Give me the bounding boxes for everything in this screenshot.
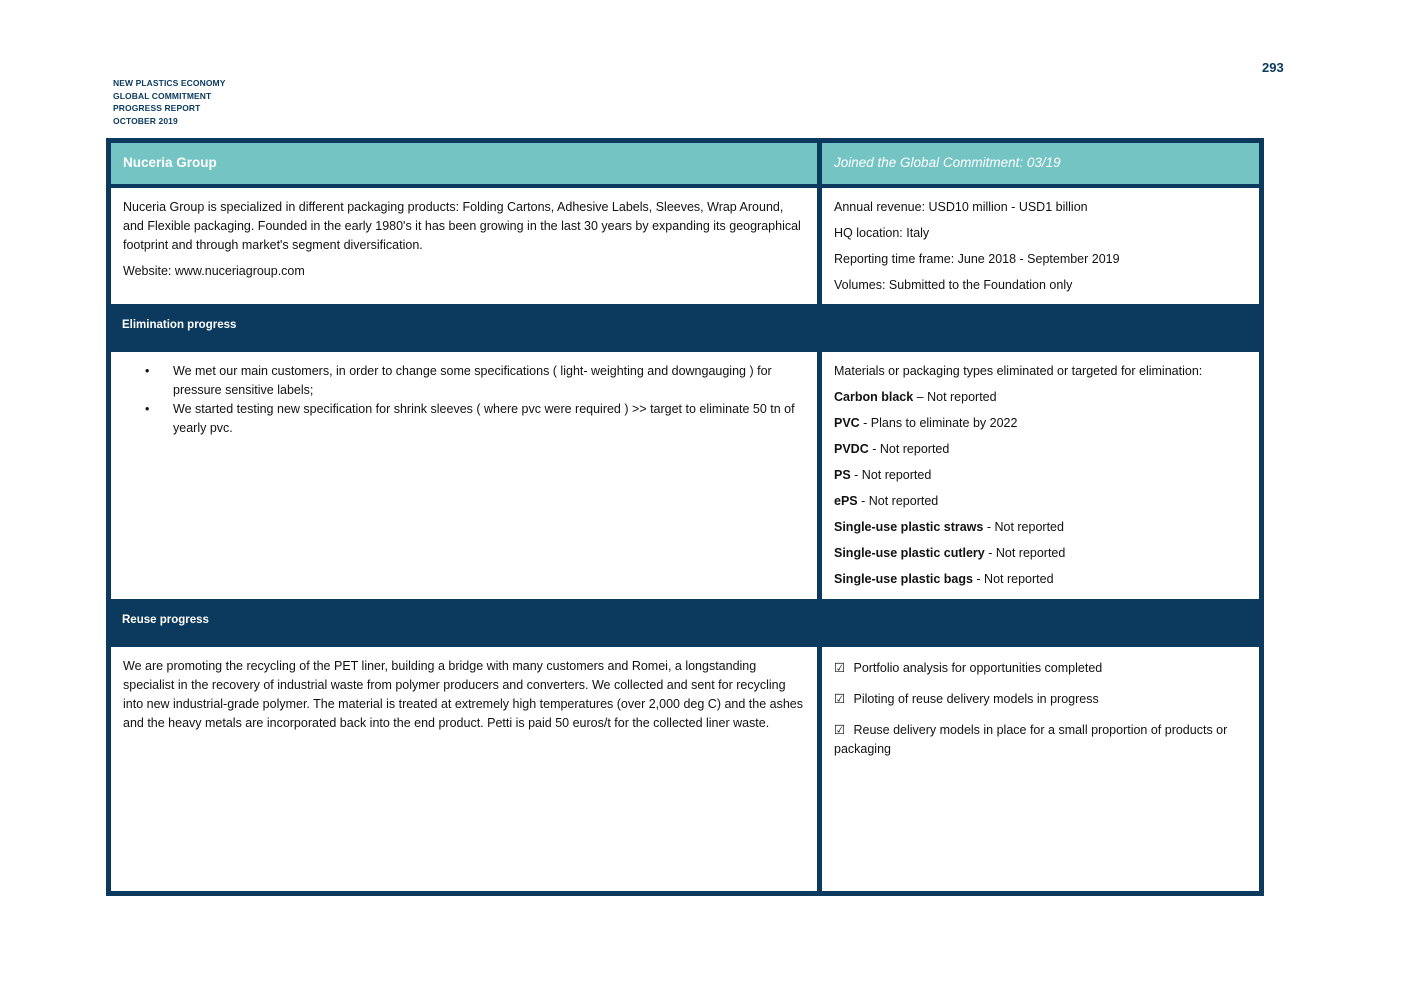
page-number: 293 [1262, 60, 1284, 75]
company-description-cell [111, 188, 817, 304]
bullet-text: We met our main customers, in order to change some specifications ( light- weighting and downgauging ) for pressure sensitive labels; [173, 364, 772, 397]
bullet-icon: • [145, 402, 150, 416]
elimination-actions-cell [111, 352, 817, 599]
report-header-line: NEW PLASTICS ECONOMY [113, 78, 226, 88]
checkbox-checked-icon: ☑ [834, 692, 846, 706]
list-item [145, 400, 805, 438]
material-name: Single-use plastic bags [834, 572, 973, 586]
material-name: Single-use plastic straws [834, 520, 984, 534]
material-item [834, 440, 1247, 459]
annual-revenue: Annual revenue: USD10 million - USD1 billion [834, 200, 1088, 214]
material-item [834, 544, 1247, 563]
bullet-text: We started testing new specification for shrink sleeves ( where pvc were required ) >> target to eliminate 50 tn of yearly pvc. [173, 402, 795, 435]
checkbox-checked-icon: ☑ [834, 723, 846, 737]
material-status: - Not reported [857, 494, 939, 508]
material-name: PVDC [834, 442, 869, 456]
company-website[interactable]: Website: www.nuceriagroup.com [123, 264, 305, 278]
joined-commitment-cell [822, 143, 1259, 184]
checklist-item [834, 721, 1247, 759]
checkbox-checked-icon: ☑ [834, 661, 846, 675]
material-item [834, 570, 1247, 589]
reuse-description-cell [111, 647, 817, 891]
hq-location: HQ location: Italy [834, 226, 930, 240]
reuse-description: We are promoting the recycling of the PET liner, building a bridge with many customers and Romei, a longstanding specialist in the recovery of industrial waste from polymer producers and converters. We collected and sent for recycling into new industrial-grade polymer. The material is treated at extremely high temperatures (over 2,000 deg C) and the ashes and the heavy metals are incorporated back into the end product. Petti is paid 50 euros/t for the collected liner waste. [123, 659, 803, 730]
material-status: - Not reported [850, 468, 932, 482]
bullet-icon: • [145, 364, 150, 378]
material-item [834, 492, 1247, 511]
report-header-line: GLOBAL COMMITMENT [113, 90, 212, 101]
company-name-cell [111, 143, 817, 184]
elimination-section-heading [110, 308, 1260, 350]
material-status: – Not reported [913, 390, 997, 404]
company-profile-table [106, 138, 1264, 896]
material-status: - Not reported [868, 442, 950, 456]
volumes: Volumes: Submitted to the Foundation only [834, 278, 1073, 292]
material-item [834, 466, 1247, 485]
materials-eliminated-cell [822, 352, 1259, 599]
elimination-bullet-list [123, 362, 805, 438]
elimination-heading-text: Elimination progress [122, 319, 237, 331]
material-item [834, 414, 1247, 433]
checklist-item [834, 690, 1247, 709]
material-status: - Not reported [972, 572, 1054, 586]
material-name: Single-use plastic cutlery [834, 546, 985, 560]
reporting-time-frame: Reporting time frame: June 2018 - September 2019 [834, 252, 1120, 266]
material-status: - Not reported [984, 546, 1066, 560]
reuse-heading-text: Reuse progress [122, 614, 209, 626]
checklist-text: Portfolio analysis for opportunities completed [853, 661, 1103, 675]
checklist-text: Reuse delivery models in place for a small proportion of products or packaging [834, 723, 1228, 756]
joined-commitment-date: Joined the Global Commitment: 03/19 [834, 155, 1061, 170]
material-name: Carbon black [834, 390, 914, 404]
reuse-checklist-cell [822, 647, 1259, 891]
company-description: Nuceria Group is specialized in different packaging products: Folding Cartons, Adhesive Labels, Sleeves, Wrap Around, and Flexible packaging. Founded in the early 1980's it has been growing in the last 30 years by expanding its geographical footprint and through market's segment diversification. [123, 200, 801, 252]
material-status: - Plans to eliminate by 2022 [859, 416, 1018, 430]
checklist-text: Piloting of reuse delivery models in progress [853, 692, 1099, 706]
list-item [145, 362, 805, 400]
report-header [113, 77, 226, 127]
materials-title: Materials or packaging types eliminated or targeted for elimination: [834, 364, 1203, 378]
checklist-item [834, 659, 1247, 678]
reuse-section-heading [110, 603, 1260, 645]
company-facts-cell [822, 188, 1259, 304]
material-name: PVC [834, 416, 860, 430]
company-name: Nuceria Group [123, 155, 217, 170]
report-header-line: OCTOBER 2019 [113, 115, 178, 126]
material-name: PS [834, 468, 851, 482]
report-header-line: PROGRESS REPORT [113, 103, 201, 113]
material-name: ePS [834, 494, 858, 508]
material-status: - Not reported [983, 520, 1064, 534]
material-item [834, 518, 1247, 537]
material-item [834, 388, 1247, 407]
